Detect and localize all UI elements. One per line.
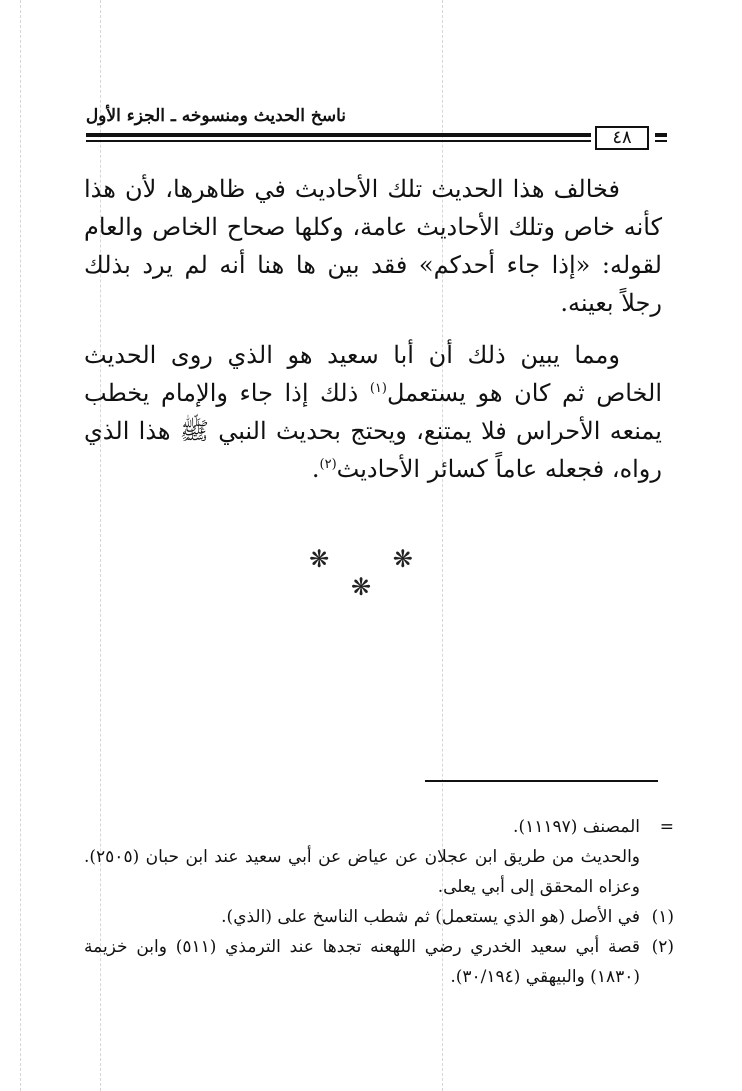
header-rule-thick — [86, 133, 591, 137]
footnote-marker: (١) — [651, 907, 674, 927]
paragraph-2 — [84, 336, 662, 488]
footnote-text: والحديث من طريق ابن عجلان عن عياض عن أبي سعيد عند ابن حبان (٢٥٠٥). وعزاه المحقق إلى أبي يعلى. — [84, 847, 640, 897]
paragraph-2-text: ومما يبين ذلك أن أبا سعيد هو الذي روى الحديث الخاص ثم كان هو يستعمل — [84, 341, 662, 407]
body-text — [84, 170, 662, 488]
header-rule-tail — [655, 133, 667, 137]
footnote-ref-1[interactable]: (١) — [369, 381, 387, 396]
footnote-text: قصة أبي سعيد الخدري رضي اللهعنه تجدها عند الترمذي (٥١١) وابن خزيمة (١٨٣٠) والبيهقي (٣٠/١٩٤). — [84, 937, 640, 987]
footnote-text: المصنف (١١١٩٧). — [513, 817, 640, 837]
footnote-ref-2[interactable]: (٢) — [319, 457, 337, 472]
paragraph-1: فخالف هذا الحديث تلك الأحاديث في ظاهرها، لأن هذا كأنه خاص وتلك الأحاديث عامة، وكلها صحاح الخاص والعام لقوله: «إذا جاء أحدكم» فقد بين ها هنا أنه لم يرد بذلك رجلاً بعينه. — [84, 175, 662, 317]
paragraph-2-text: ذلك إذا جاء والإمام يخطب يمنعه الأحراس فلا يمتنع، ويحتج بحديث النبي ﷺ هذا الذي رواه، فجعله عاماً كسائر الأحاديث — [84, 379, 662, 483]
footnotes — [84, 812, 674, 992]
running-header-title: ناسخ الحديث ومنسوخه ـ الجزء الأول — [85, 106, 346, 126]
paragraph-2-end: . — [311, 455, 320, 483]
footnote-marker: (٢) — [651, 937, 674, 957]
footnote-marker: = — [659, 817, 674, 837]
header-rule-tail — [655, 140, 667, 142]
footnote-1 — [84, 902, 674, 932]
footnote-continuation — [84, 842, 674, 902]
page-number: ٤٨ — [595, 126, 649, 150]
scan-guide-line — [20, 0, 21, 1091]
header-rule-thin — [86, 140, 591, 142]
section-separator: ❋ ❋ ❋ — [309, 545, 441, 601]
footnote-text: في الأصل (هو الذي يستعمل) ثم شطب الناسخ على (الذي). — [221, 907, 640, 927]
footnote-continuation — [84, 812, 674, 842]
footnote-rule — [425, 780, 658, 782]
footnote-2 — [84, 932, 674, 992]
